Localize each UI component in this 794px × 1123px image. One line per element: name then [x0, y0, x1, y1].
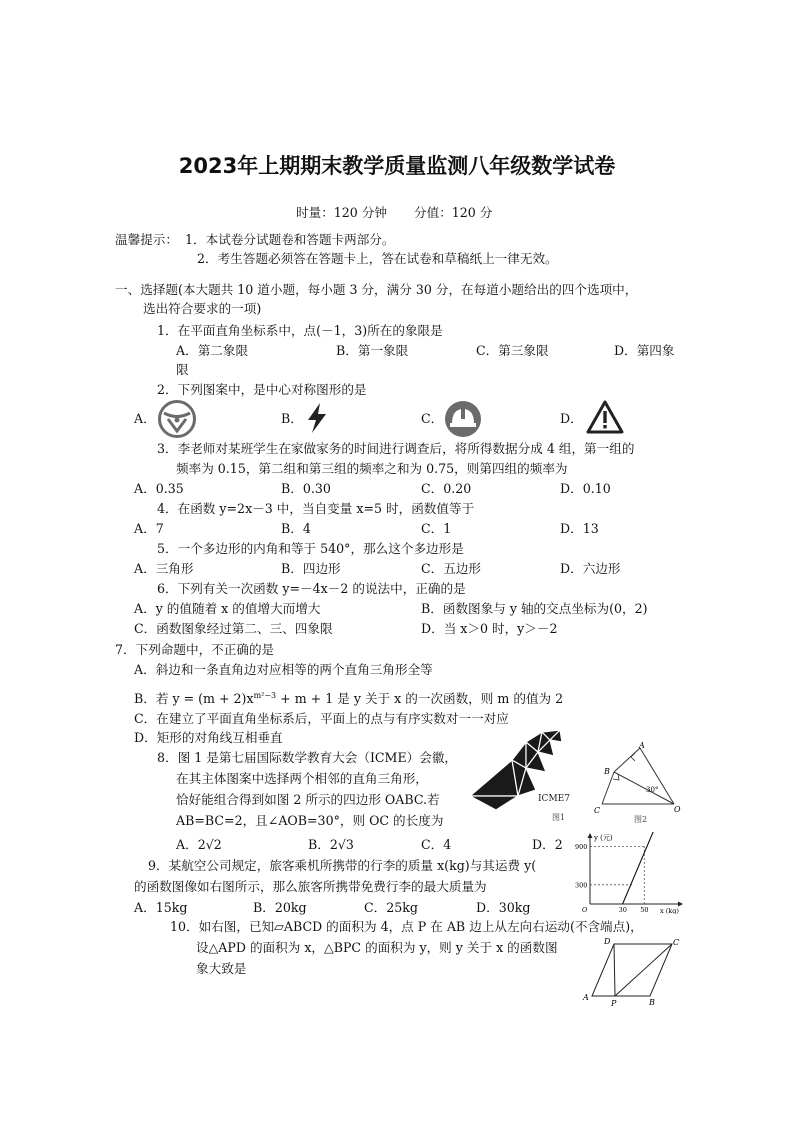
q10-stem-3: 象大致是	[196, 961, 247, 976]
tip-item-2: 2．考生答题必须答在答题卡上，答在试卷和草稿纸上一律无效。	[197, 251, 558, 266]
q6-option-a: A．y 的值随着 x 的值增大而增大	[134, 601, 321, 616]
helmet-icon	[444, 400, 482, 442]
x-axis-label: x (kg)	[660, 907, 679, 914]
q7-option-a: A．斜边和一条直角边对应相等的两个直角三角形全等	[134, 662, 433, 677]
point-b-label: B	[604, 767, 610, 776]
q1-option-d: D．第四象	[614, 343, 675, 358]
q8-option-d: D．2	[532, 837, 563, 852]
q8-stem-1: 8．图 1 是第七届国际数学教育大会（ICME）会徽，	[157, 750, 458, 765]
tips-label: 温馨提示：	[115, 232, 178, 247]
point-a-label: A	[639, 742, 645, 750]
quadrilateral-figure	[590, 742, 690, 836]
luggage-fee-graph	[574, 832, 686, 918]
q7-option-b-rest: + m + 1 是 y 关于 x 的一次函数，则 m 的值为 2	[276, 691, 564, 707]
q3-option-c: C．0.20	[421, 481, 472, 496]
q9-stem-1: 9．某航空公司规定，旅客乘机所携带的行李的质量 x(kg)与其运费 y(	[148, 858, 537, 873]
q7-option-b-prefix: B．若 y = (m + 2)x	[134, 691, 254, 707]
figure-1-caption: 图1	[552, 813, 566, 822]
q5-stem: 5．一个多边形的内角和等于 540°，那么这个多边形是	[157, 541, 464, 556]
q2-stem: 2．下列图案中，是中心对称图形的是	[157, 382, 367, 397]
point-d-label: D	[604, 937, 611, 946]
q5-option-b: B．四边形	[281, 561, 341, 576]
q6-option-d: D．当 x＞0 时，y＞－2	[421, 621, 558, 636]
q2-option-c: C．	[421, 411, 444, 426]
q9-option-d: D．30kg	[476, 900, 531, 915]
q4-option-d: D．13	[560, 521, 599, 536]
icme-label: ICME7	[538, 794, 570, 804]
warning-triangle-icon	[586, 400, 624, 438]
q7-exponent: m²−3	[253, 691, 277, 700]
figure-2-caption: 图2	[634, 815, 648, 824]
q8-stem-3: 恰好能组合得到如图 2 所示的四边形 OABC.若	[176, 792, 440, 807]
q8-option-c: C．4	[421, 837, 452, 852]
q3-option-b: B．0.30	[281, 481, 331, 496]
icme-emblem-figure	[466, 728, 581, 832]
q10-stem-2: 设△APD 的面积为 x，△BPC 的面积为 y，则 y 关于 x 的函数图	[196, 940, 558, 955]
section-heading-cont: 选出符合要求的一项)	[143, 301, 262, 316]
q4-option-c: C．1	[421, 521, 452, 536]
q4-option-a: A．7	[134, 521, 164, 536]
q3-stem-cont: 频率为 0.15，第二组和第三组的频率之和为 0.75，则第四组的频率为	[176, 461, 568, 476]
q1-option-a: A．第二象限	[176, 343, 249, 358]
q1-option-c: C．第三象限	[476, 343, 549, 358]
y-axis-label: y (元)	[594, 834, 613, 842]
q8-option-b: B．2√3	[308, 837, 354, 852]
point-p-label: P	[611, 999, 617, 1008]
x-tick-50: 50	[640, 906, 649, 914]
q1-option-d-wrap: 限	[176, 362, 189, 377]
q6-option-b: B．函数图象与 y 轴的交点坐标为(0，2)	[421, 601, 648, 616]
point-o-label: O	[674, 805, 681, 814]
q8-stem-2: 在其主体图案中选择两个相邻的直角三角形，	[176, 771, 428, 786]
q8-stem-4: AB=BC=2，且∠AOB=30°，则 OC 的长度为	[176, 813, 444, 828]
q1-stem: 1．在平面直角坐标系中，点(－1，3)所在的象限是	[157, 323, 443, 338]
y-tick-900: 900	[575, 842, 588, 851]
q5-option-d: D．六边形	[560, 561, 621, 576]
q10-stem-1: 10．如右图，已知▱ABCD 的面积为 4，点 P 在 AB 边上从左向右运动(不含端点)，	[170, 919, 643, 934]
point-c-label: C	[594, 806, 601, 815]
q7-option-b	[134, 687, 563, 708]
section-heading: 一、选择题(本大题共 10 道小题，每小题 3 分，满分 30 分，在每道小题给出的四个选项中，	[115, 282, 638, 297]
q5-option-a: A．三角形	[134, 561, 194, 576]
q2-option-b: B．	[281, 411, 303, 426]
q4-stem: 4．在函数 y=2x－3 中，当自变量 x=5 时，函数值等于	[157, 501, 475, 516]
q8-option-a: A．2√2	[176, 837, 222, 852]
page-title: 2023年上期期末教学质量监测八年级数学试卷	[178, 154, 616, 178]
q3-option-a: A．0.35	[134, 481, 184, 496]
point-c-label: C	[673, 938, 680, 947]
q3-stem: 3．李老师对某班学生在家做家务的时间进行调查后，将所得数据分成 4 组，第一组的	[157, 441, 635, 456]
x-tick-30: 30	[618, 906, 627, 914]
lightning-icon	[305, 402, 329, 438]
q4-option-b: B．4	[281, 521, 311, 536]
circle-emblem-icon	[158, 400, 196, 442]
q7-option-c: C．在建立了平面直角坐标系后，平面上的点与有序实数对一一对应	[134, 711, 509, 726]
point-a-label: A	[583, 993, 589, 1002]
q3-option-d: D．0.10	[560, 481, 611, 496]
q9-option-a: A．15kg	[134, 900, 188, 915]
q7-stem: 7．下列命题中，不正确的是	[115, 642, 275, 657]
point-b-label: B	[649, 998, 655, 1007]
parallelogram-figure	[580, 934, 684, 1014]
q7-option-d: D．矩形的对角线互相垂直	[134, 730, 283, 745]
tip-item-1: 1．本试卷分试题卷和答题卡两部分。	[185, 232, 395, 247]
q9-option-c: C．25kg	[364, 900, 418, 915]
q2-option-a: A．	[134, 411, 156, 426]
q1-option-b: B．第一象限	[336, 343, 409, 358]
y-tick-300: 300	[575, 881, 588, 890]
q9-option-b: B．20kg	[253, 900, 307, 915]
q5-option-c: C．五边形	[421, 561, 482, 576]
q6-option-c: C．函数图象经过第二、三、四象限	[134, 621, 333, 636]
score-info: 分值：120 分	[414, 205, 493, 220]
fee-line	[623, 832, 656, 904]
time-info: 时量：120 分钟	[296, 205, 388, 220]
origin-label: O	[582, 906, 588, 914]
q6-stem: 6．下列有关一次函数 y=－4x－2 的说法中，正确的是	[157, 581, 466, 596]
q2-option-d: D．	[560, 411, 583, 426]
angle-label: 30°	[646, 786, 659, 794]
q9-stem-2: 的函数图像如右图所示，那么旅客所携带免费行李的最大质量为	[134, 879, 487, 894]
